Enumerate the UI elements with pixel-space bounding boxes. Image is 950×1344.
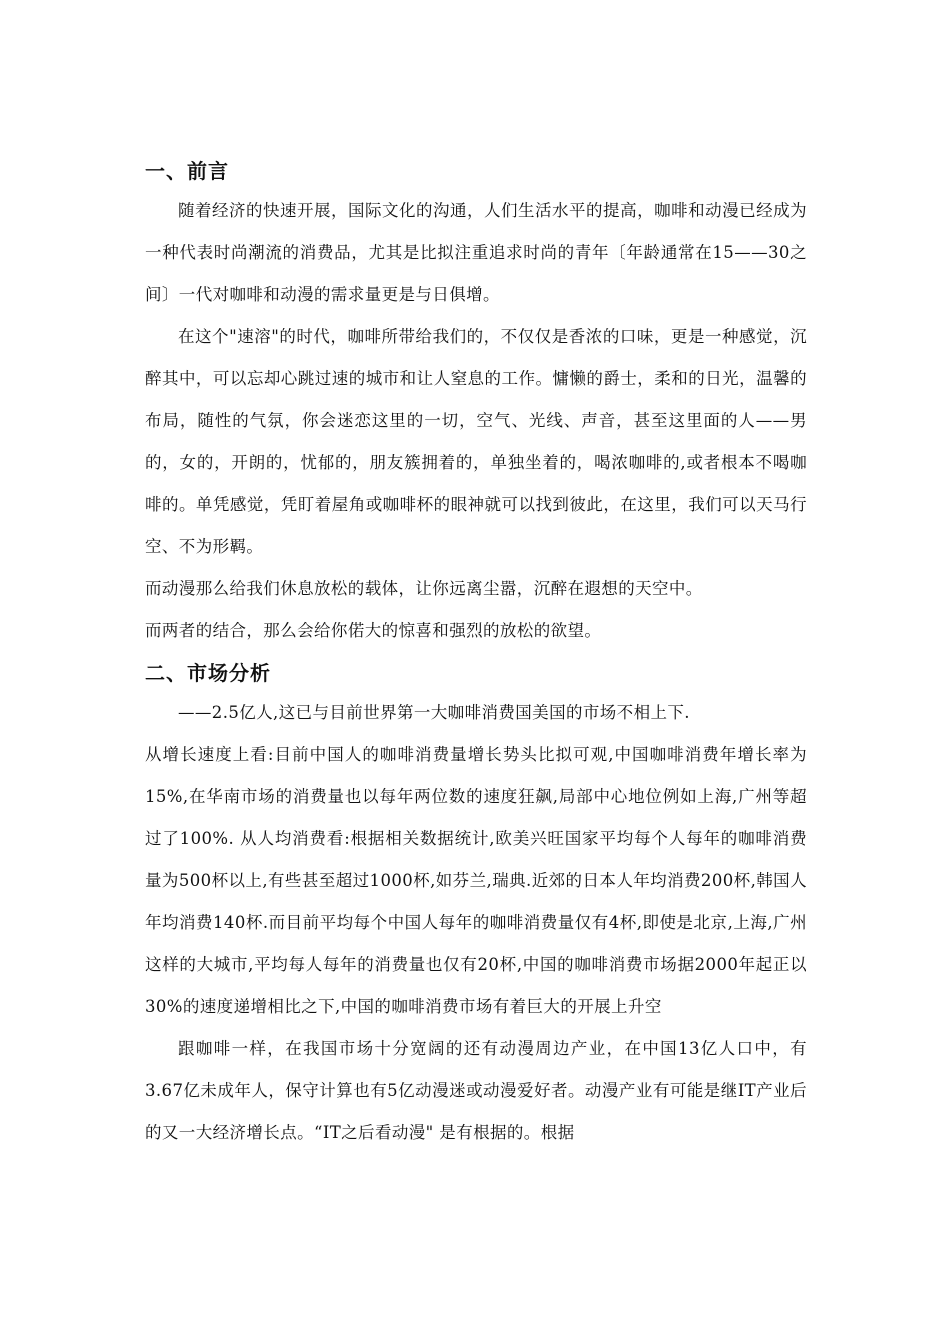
market-paragraph-1: ——2.5亿人,这已与目前世界第一大咖啡消费国美国的市场不相上下.	[178, 703, 690, 722]
preface-paragraph-3: 而动漫那么给我们休息放松的载体，让你远离尘嚣，沉醉在遐想的天空中。	[145, 579, 703, 598]
market-paragraph-3: 跟咖啡一样，在我国市场十分宽阔的还有动漫周边产业，在中国13亿人口中，有3.67亿未成年人，保守计算也有5亿动漫迷或动漫爱好者。动漫产业有可能是继IT产业后的又一大经济增长点。“IT之后看动漫" 是有根据的。根据	[145, 1039, 807, 1142]
section-heading-preface: 一、前言	[145, 159, 229, 183]
market-paragraph-2: 从增长速度上看:目前中国人的咖啡消费量增长势头比拟可观,中国咖啡消费年增长率为15%,在华南市场的消费量也以每年两位数的速度狂飙,局部中心地位例如上海,广州等超过了100%. 从人均消费看:根据相关数据统计,欧美兴旺国家平均每个人每年的咖啡消费量为500杯以上,有些甚至超过1000杯,如芬兰,瑞典.近郊的日本人年均消费200杯,韩国人年均消费140杯.而目前平均每个中国人每年的咖啡消费量仅有4杯,即使是北京,上海,广州这样的大城市,平均每人每年的消费量也仅有20杯,中国的咖啡消费市场据2000年起正以30%的速度递增相比之下,中国的咖啡消费市场有着巨大的开展上升空	[145, 745, 807, 1016]
section-heading-market-analysis: 二、市场分析	[145, 661, 271, 685]
preface-paragraph-1: 随着经济的快速开展，国际文化的沟通，人们生活水平的提高，咖啡和动漫已经成为一种代表时尚潮流的消费品，尤其是比拟注重追求时尚的青年〔年龄通常在15——30之间〕一代对咖啡和动漫的需求量更是与日俱增。	[145, 201, 807, 304]
preface-paragraph-2: 在这个"速溶"的时代，咖啡所带给我们的，不仅仅是香浓的口味，更是一种感觉，沉醉其中，可以忘却心跳过速的城市和让人窒息的工作。慵懒的爵士，柔和的日光，温馨的布局，随性的气氛，你会迷恋这里的一切，空气、光线、声音，甚至这里面的人——男的，女的，开朗的，忧郁的，朋友簇拥着的，单独坐着的，喝浓咖啡的,或者根本不喝咖啡的。单凭感觉，凭盯着屋角或咖啡杯的眼神就可以找到彼此，在这里，我们可以天马行空、不为形羁。	[145, 327, 807, 556]
document-page	[145, 152, 807, 1154]
preface-paragraph-4: 而两者的结合，那么会给你偌大的惊喜和强烈的放松的欲望。	[145, 621, 602, 640]
